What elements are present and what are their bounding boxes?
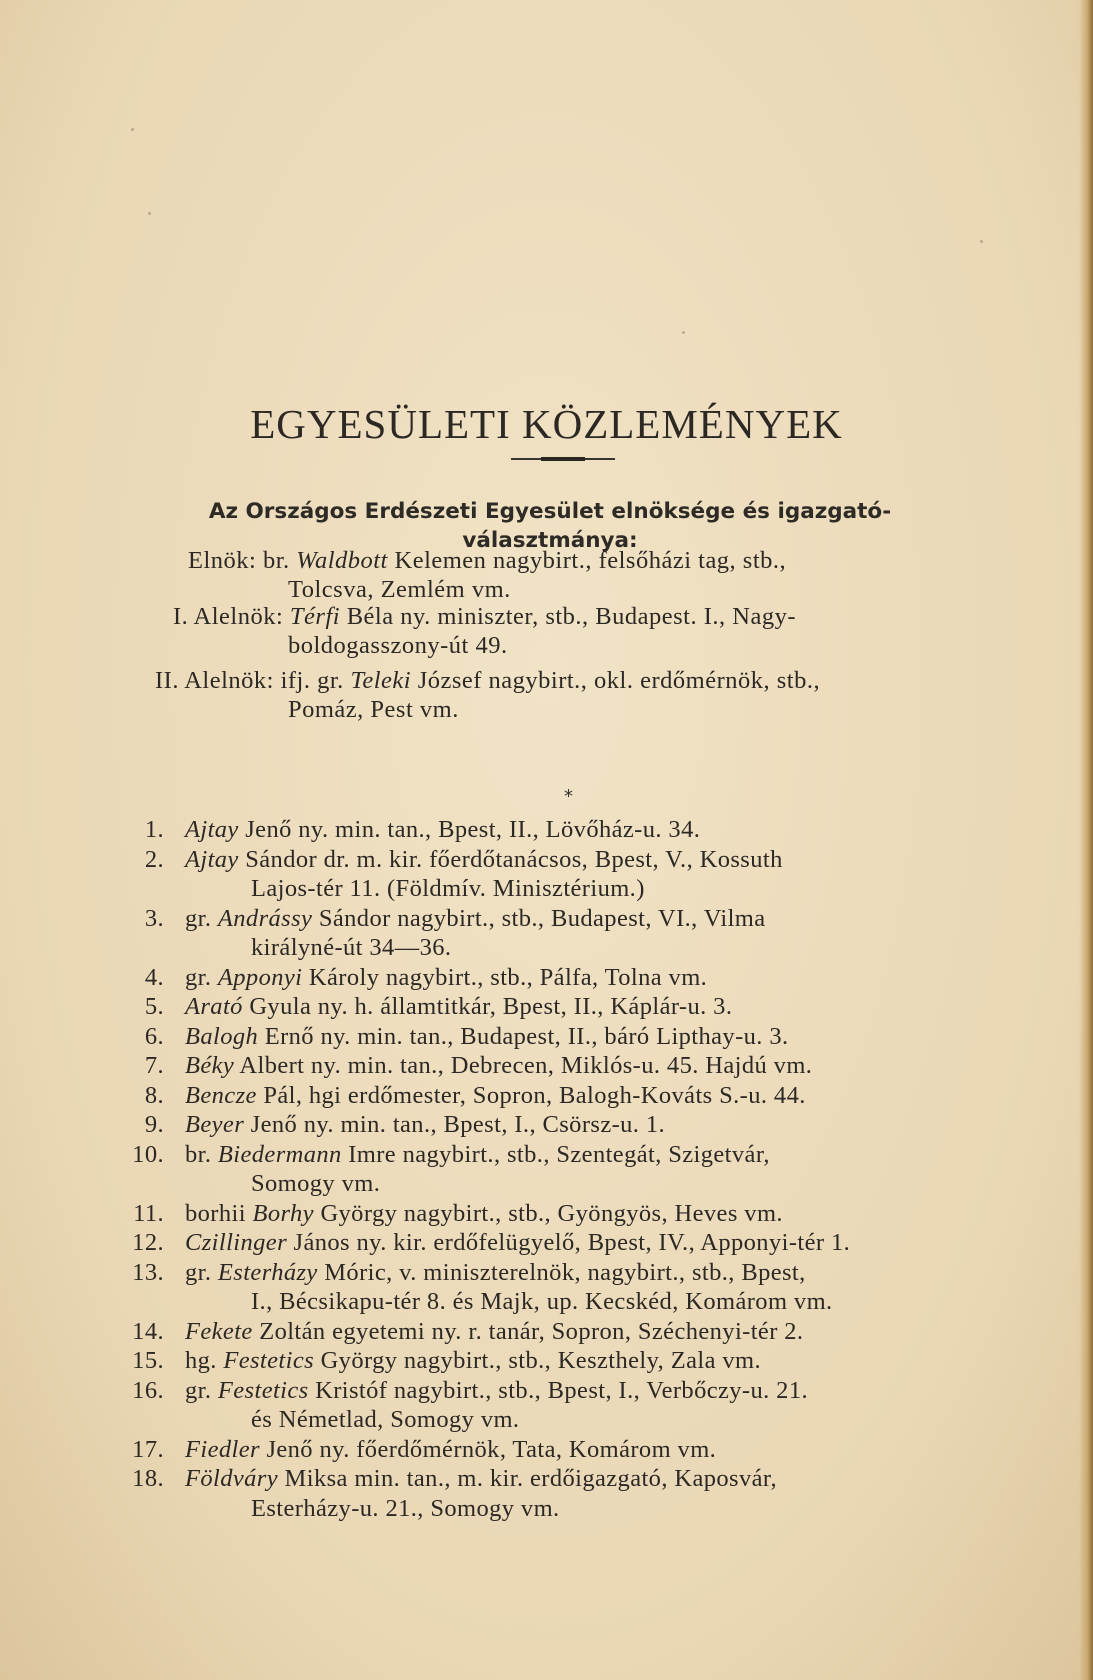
member-line-1 <box>185 1141 770 1168</box>
officer-line-1 <box>155 667 820 694</box>
member-entry <box>130 1199 1010 1229</box>
member-number: 16. <box>132 1376 164 1404</box>
officer-entry <box>155 666 1015 724</box>
member-details: Jenő ny. főerdőmérnök, Tata, Komárom vm. <box>266 1435 717 1463</box>
member-entry <box>130 1258 1010 1317</box>
member-details: Zoltán egyetemi ny. r. tanár, Sopron, Széchenyi-tér 2. <box>259 1317 804 1345</box>
member-details-continued: és Németlad, Somogy vm. <box>251 1406 520 1433</box>
member-details: Miksa min. tan., m. kir. erdőigazgató, Kaposvár, <box>284 1465 778 1492</box>
member-number: 10. <box>132 1140 164 1168</box>
member-name: Balogh <box>185 1022 259 1050</box>
officer-role: I. Alelnök: <box>173 603 284 630</box>
member-details: János ny. kir. erdőfelügyelő, Bpest, IV., Apponyi-tér 1. <box>293 1229 851 1256</box>
member-details: Imre nagybirt., stb., Szentegát, Szigetvár, <box>348 1140 770 1168</box>
member-number: 1. <box>144 816 164 843</box>
member-entry <box>130 1081 1010 1111</box>
member-number: 17. <box>132 1435 164 1463</box>
member-line-1 <box>185 1259 806 1286</box>
officer-details-continued: boldogasszony-út 49. <box>288 632 508 659</box>
officer-details: József nagybirt., okl. erdőmérnök, stb., <box>417 667 821 694</box>
member-entry <box>130 1110 1010 1140</box>
member-details: Jenő ny. min. tan., Bpest, I., Csörsz-u. 1. <box>250 1111 666 1138</box>
officer-line-1 <box>188 547 786 574</box>
member-details: György nagybirt., stb., Keszthely, Zala vm. <box>320 1347 762 1374</box>
member-details: Gyula ny. h. államtitkár, Bpest, II., Káplár-u. 3. <box>249 993 733 1020</box>
officer-name: Térfi <box>289 603 341 630</box>
member-prefix: hg. <box>185 1347 217 1374</box>
member-line-1 <box>185 1465 777 1492</box>
member-line-1 <box>185 846 783 873</box>
member-entry <box>130 963 1010 993</box>
member-entry <box>130 1317 1010 1347</box>
member-number: 3. <box>144 904 164 932</box>
member-line-1 <box>185 1318 803 1345</box>
member-details: György nagybirt., stb., Gyöngyös, Heves vm. <box>320 1199 783 1227</box>
member-line-1 <box>185 1111 665 1138</box>
member-number: 9. <box>144 1111 164 1138</box>
member-number: 7. <box>144 1052 164 1079</box>
officer-details-continued: Pomáz, Pest vm. <box>288 696 459 723</box>
member-number: 6. <box>144 1022 164 1050</box>
title-rule <box>511 458 615 460</box>
officer-details-continued: Tolcsva, Zemlém vm. <box>288 576 511 603</box>
member-line-1 <box>185 1082 806 1109</box>
officer-line-1 <box>173 603 796 630</box>
member-name: Festetics <box>223 1347 315 1374</box>
member-line-1 <box>185 1200 783 1227</box>
member-name: Borhy <box>252 1199 314 1227</box>
member-prefix: gr. <box>185 1376 212 1404</box>
member-number: 8. <box>144 1081 164 1109</box>
member-number: 15. <box>132 1347 164 1374</box>
member-prefix: gr. <box>185 904 212 932</box>
intro-heading: Az Országos Erdészeti Egyesület elnöksége és igazgató-választmánya: <box>208 499 892 553</box>
officer-entry <box>173 602 1033 660</box>
member-name: Bencze <box>185 1081 257 1109</box>
member-details: Kristóf nagybirt., stb., Bpest, I., Verbőczy-u. 21. <box>315 1376 809 1404</box>
member-name: Béky <box>185 1052 235 1079</box>
member-line-1 <box>185 1347 761 1374</box>
member-details-continued: Esterházy-u. 21., Somogy vm. <box>251 1494 560 1522</box>
member-name: Ajtay <box>185 845 239 873</box>
member-name: Földváry <box>185 1465 279 1492</box>
member-number: 13. <box>132 1258 164 1286</box>
officer-entry <box>188 546 1048 604</box>
member-details: Sándor dr. m. kir. főerdőtanácsos, Bpest, V., Kossuth <box>245 845 783 873</box>
member-details-continued: királyné-út 34—36. <box>251 934 452 961</box>
member-list <box>130 815 1010 1523</box>
member-entry <box>130 1435 1010 1465</box>
member-details: Albert ny. min. tan., Debrecen, Miklós-u. 45. Hajdú vm. <box>239 1052 813 1079</box>
member-entry <box>130 1022 1010 1052</box>
member-name: Andrássy <box>217 904 313 932</box>
member-line-1 <box>185 1229 850 1256</box>
member-details: Sándor nagybirt., stb., Budapest, VI., Vilma <box>318 904 766 932</box>
paper-speck <box>131 128 134 131</box>
member-details-continued: Somogy vm. <box>251 1170 381 1197</box>
member-number: 12. <box>132 1229 164 1256</box>
member-line-1 <box>185 905 766 932</box>
paper-speck <box>682 331 685 334</box>
member-name: Czillinger <box>185 1229 288 1256</box>
member-line-1 <box>185 993 732 1020</box>
member-entry <box>130 845 1010 904</box>
member-line-1 <box>185 816 700 843</box>
officer-details: Kelemen nagybirt., felsőházi tag, stb., <box>394 547 787 574</box>
member-entry <box>130 1464 1010 1523</box>
member-entry <box>130 1051 1010 1081</box>
page-edge <box>1079 0 1093 1680</box>
member-line-1 <box>185 964 707 991</box>
officer-prefix: br. <box>262 547 290 574</box>
member-number: 11. <box>133 1199 164 1227</box>
section-separator: * <box>564 786 573 807</box>
member-prefix: br. <box>185 1140 212 1168</box>
member-prefix: borhii <box>185 1199 246 1227</box>
member-name: Apponyi <box>217 963 303 991</box>
member-name: Fiedler <box>185 1435 260 1463</box>
officer-role: Elnök: <box>188 547 257 574</box>
member-details: Pál, hgi erdőmester, Sopron, Balogh-Kováts S.-u. 44. <box>263 1081 806 1109</box>
officer-name: Waldbott <box>296 547 388 574</box>
paper-speck <box>980 240 983 243</box>
member-details-continued: I., Bécsikapu-tér 8. és Majk, up. Kecskéd, Komárom vm. <box>251 1288 833 1315</box>
member-details: Ernő ny. min. tan., Budapest, II., báró Lipthay-u. 3. <box>264 1022 789 1050</box>
member-name: Festetics <box>217 1376 309 1404</box>
member-name: Ajtay <box>185 816 239 843</box>
officer-prefix: ifj. gr. <box>280 667 344 694</box>
officer-name: Teleki <box>350 667 412 694</box>
member-entry <box>130 1140 1010 1199</box>
member-name: Arató <box>185 993 243 1020</box>
officer-details: Béla ny. miniszter, stb., Budapest. I., Nagy- <box>346 603 796 630</box>
member-details: Jenő ny. min. tan., Bpest, II., Lövőház-u. 34. <box>245 816 701 843</box>
member-line-1 <box>185 1377 808 1404</box>
member-number: 4. <box>144 963 164 991</box>
member-number: 2. <box>144 845 164 873</box>
member-entry <box>130 815 1010 845</box>
member-number: 5. <box>144 993 164 1020</box>
member-details: Károly nagybirt., stb., Pálfa, Tolna vm. <box>308 963 708 991</box>
member-number: 18. <box>132 1465 164 1492</box>
member-name: Esterházy <box>217 1258 318 1286</box>
member-entry <box>130 904 1010 963</box>
page-title: EGYESÜLETI KÖZLEMÉNYEK <box>250 401 843 447</box>
member-name: Biedermann <box>217 1140 342 1168</box>
member-details-continued: Lajos-tér 11. (Földmív. Minisztérium.) <box>251 875 645 902</box>
member-entry <box>130 1346 1010 1376</box>
officer-role: II. Alelnök: <box>155 667 274 694</box>
member-number: 14. <box>132 1317 164 1345</box>
member-prefix: gr. <box>185 1258 212 1286</box>
member-prefix: gr. <box>185 963 212 991</box>
member-details: Móric, v. miniszterelnök, nagybirt., stb., Bpest, <box>324 1258 806 1286</box>
member-line-1 <box>185 1436 716 1463</box>
member-entry <box>130 992 1010 1022</box>
member-line-1 <box>185 1023 789 1050</box>
member-name: Fekete <box>185 1317 253 1345</box>
member-line-1 <box>185 1052 812 1079</box>
member-entry <box>130 1376 1010 1435</box>
member-name: Beyer <box>185 1111 245 1138</box>
paper-speck <box>148 212 151 215</box>
member-entry <box>130 1228 1010 1258</box>
